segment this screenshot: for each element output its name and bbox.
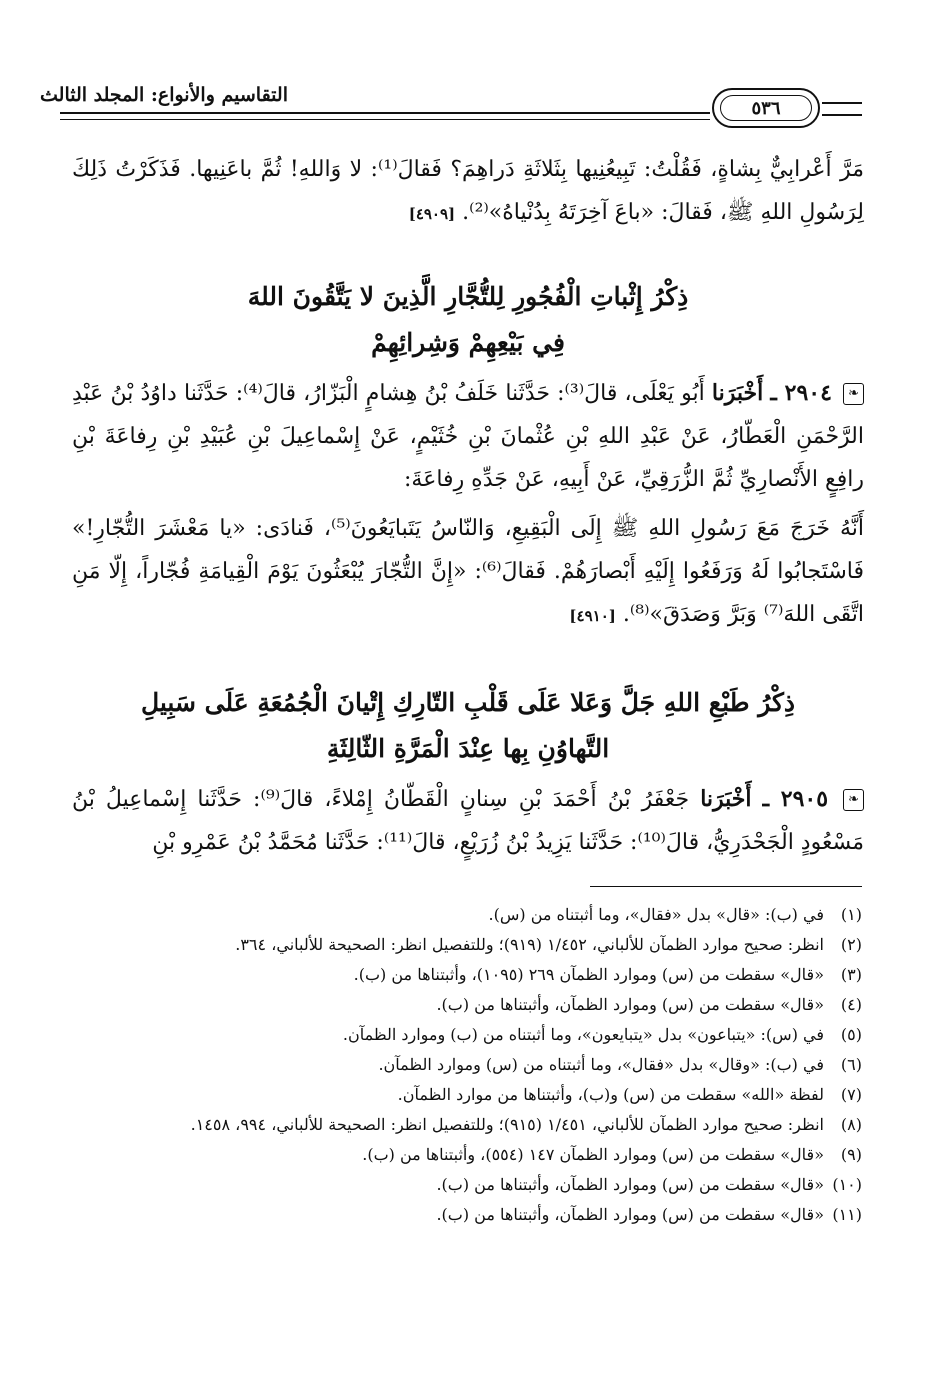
page-number-badge [712, 88, 820, 128]
footnote-number: (١٠) [832, 1175, 862, 1194]
hadith-intro: أَخْبَرَنا [711, 380, 764, 406]
footnote [78, 990, 862, 1020]
footnote-text: في (ب): «قال» بدل «فقال»، وما أثبتناه من (س). [488, 905, 824, 924]
heading-line: ذِكْرُ طَبْعِ اللهِ جَلَّ وَعَلا عَلَى قَلْبِ التّارِكِ إِتْيانَ الْجُمُعَةِ عَلَى سَبِيلِ [140, 688, 796, 717]
chapter-heading [72, 274, 864, 366]
hadith-isnad: أَبُو يَعْلَى، قالَ⁽³⁾: حَدَّثَنا خَلَفُ بْنُ هِشامٍ الْبَزّارُ، قالَ⁽⁴⁾: حَدَّثَنا داوُدُ بْنُ عَبْدِ الرَّحْمَنِ الْعَطّارُ، عَنْ عَبْدِ اللهِ بْنِ عُثْمانَ بْنِ خُثَيْمٍ، عَنْ إِسْماعِيلَ بْنِ عُبَيْدِ بْنِ رِفاعَةَ بْنِ رافِعٍ الأَنْصارِيِّ ثُمَّ الزُّرَقِيِّ، عَنْ أَبِيهِ، عَنْ جَدِّهِ رِفاعَةَ: [72, 381, 864, 492]
hadith-reference: [٤٩١٠] [569, 607, 616, 625]
hadith-intro: أَخْبَرَنا [700, 786, 752, 812]
hadith-marker-icon: ❧ [843, 383, 864, 405]
footnote-number: (٥) [840, 1025, 862, 1044]
footnote-number: (٤) [840, 995, 862, 1014]
footnote-text: في (س): «يتباعون» بدل «يتبايعون»، وما أثبتناه من (ب) وموارد الظمآن. [342, 1025, 824, 1044]
footnote-text: في (ب): «وقال» بدل «فقال»، وما أثبتناه من (س) وموارد الظمآن. [378, 1055, 824, 1074]
heading-line: التَّهاوُنِ بِها عِنْدَ الْمَرَّةِ الثّالِثَةِ [326, 734, 610, 763]
hadith-number: ٢٩٠٤ ـ [770, 380, 832, 406]
footnote-text: «قال» سقطت من (س) وموارد الظمآن، وأثبتناها من (ب). [436, 1205, 824, 1224]
footnote-number: (٩) [840, 1145, 862, 1164]
footnote [78, 1140, 862, 1170]
footnote-number: (٧) [840, 1085, 862, 1104]
footnote-text: «قال» سقطت من (س) وموارد الظمآن، وأثبتناها من (ب). [436, 1175, 824, 1194]
hadith-matn: أَنَّهُ خَرَجَ مَعَ رَسُولِ اللهِ ﷺ إِلَى الْبَقِيعِ، وَالنّاسُ يَتَبايَعُونَ⁽⁵⁾، فَنادَى: «يا مَعْشَرَ التُّجّارِ!» فَاسْتَجابُوا لَهُ وَرَفَعُوا إِلَيْهِ أَبْصارَهُمْ. فَقالَ⁽⁶⁾: «إِنَّ التُّجّارَ يُبْعَثُونَ يَوْمَ الْقِيامَةِ فُجّاراً، إِلّا مَنِ اتَّقَى اللهَ⁽⁷⁾ وَبَرَّ وَصَدَقَ»⁽⁸⁾. [72, 516, 864, 627]
footnote [78, 1170, 862, 1200]
hadith-reference: [٤٩٠٩] [408, 205, 456, 223]
continuation-paragraph [72, 148, 864, 236]
heading-line: ذِكْرُ إِثْباتِ الْفُجُورِ لِلتُّجَّارِ الَّذِينَ لا يَتَّقُونَ اللهَ [247, 282, 689, 311]
footnotes [78, 900, 862, 1230]
footnote-number: (١) [840, 905, 862, 924]
footnote [78, 900, 862, 930]
footnote-divider [590, 886, 862, 887]
footnote [78, 930, 862, 960]
hadith-marker-icon: ❧ [843, 789, 864, 811]
chapter-heading [72, 680, 864, 772]
footnote-text: «قال» سقطت من (س) وموارد الظمآن، وأثبتناها من (ب). [436, 995, 824, 1014]
footnote-number: (٨) [840, 1115, 862, 1134]
running-header-title: التقاسيم والأنواع: المجلد الثالث [40, 84, 288, 106]
header-rule-right [822, 102, 862, 116]
heading-line: فِي بَيْعِهِمْ وَشِرائِهِمْ [371, 328, 565, 357]
footnote-text: انظر: صحيح موارد الظمآن للألباني، ١/٤٥٢ (٩١٩)؛ وللتفصيل انظر: الصحيحة للألباني، ٣٦٤. [235, 935, 824, 954]
page-number: ٥٣٦ [720, 95, 812, 121]
hadith-isnad: جَعْفَرُ بْنُ أَحْمَدَ بْنِ سِنانٍ الْقَطّانُ إِمْلاءً، قالَ⁽⁹⁾: حَدَّثَنا إِسْماعِيلُ بْنُ مَسْعُودٍ الْجَحْدَرِيُّ، قالَ⁽¹⁰⁾: حَدَّثَنا يَزِيدُ بْنُ زُرَيْعٍ، قالَ⁽¹¹⁾: حَدَّثَنا مُحَمَّدُ بْنُ عَمْرِو بْنِ [72, 787, 864, 855]
footnote-number: (٦) [840, 1055, 862, 1074]
footnote [78, 1110, 862, 1140]
footnote-number: (٢) [840, 935, 862, 954]
header-rule [60, 112, 710, 120]
footnote-text: لفظة «الله» سقطت من (س) و(ب)، وأثبتناها من موارد الظمآن. [397, 1085, 824, 1104]
hadith-block [72, 372, 864, 638]
hadith-block [72, 778, 864, 864]
footnote-number: (١١) [832, 1205, 862, 1224]
footnote [78, 960, 862, 990]
footnote [78, 1020, 862, 1050]
footnote [78, 1050, 862, 1080]
paragraph-text: مَرَّ أَعْرابِيٌّ بِشاةٍ، فَقُلْتُ: تَبِيعُنِيها بِثَلاثَةِ دَراهِمَ؟ فَقالَ⁽¹⁾: لا وَاللهِ! ثُمَّ باعَنِيها. فَذَكَرْتُ ذَلِكَ لِرَسُولِ اللهِ ﷺ، فَقالَ: «باعَ آخِرَتَهُ بِدُنْياهُ»⁽²⁾. [72, 157, 864, 225]
footnote-number: (٣) [840, 965, 862, 984]
footnote-text: انظر: صحيح موارد الظمآن للألباني، ١/٤٥١ (٩١٥)؛ وللتفصيل انظر: الصحيحة للألباني، ٩٩٤، ١٤٥٨. [190, 1115, 824, 1134]
footnote-text: «قال» سقطت من (س) وموارد الظمآن ١٤٧ (٥٥٤)، وأثبتناها من (ب). [362, 1145, 824, 1164]
hadith-number: ٢٩٠٥ ـ [762, 786, 829, 812]
footnote-text: «قال» سقطت من (س) وموارد الظمآن ٢٦٩ (١٠٩٥)، وأثبتناها من (ب). [353, 965, 824, 984]
footnote [78, 1200, 862, 1230]
footnote [78, 1080, 862, 1110]
